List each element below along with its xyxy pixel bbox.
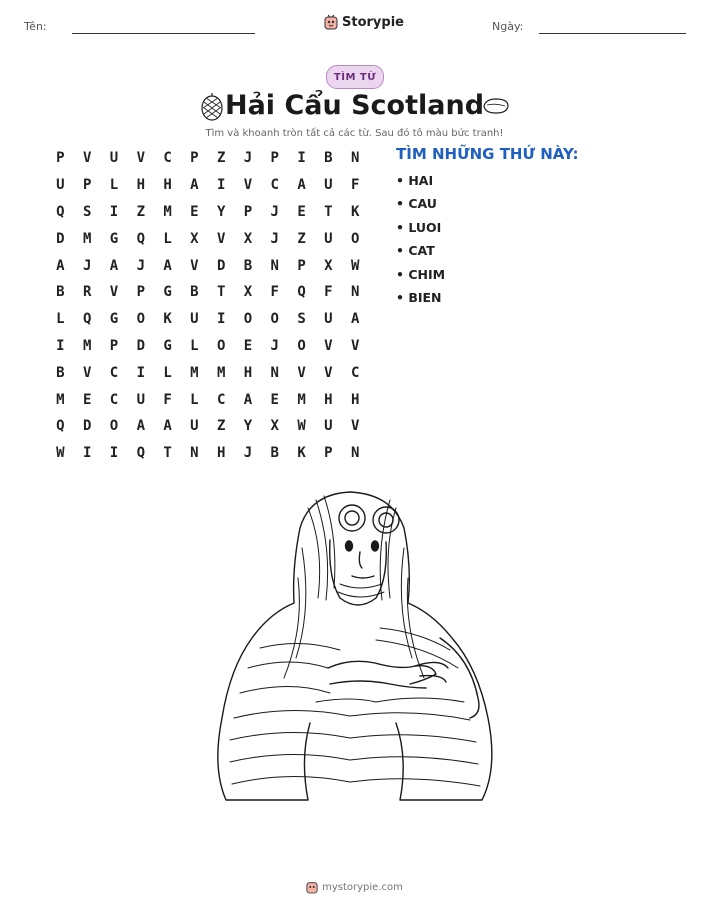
- brand-name: Storypie: [342, 14, 404, 30]
- grid-letter[interactable]: E: [243, 337, 253, 354]
- letter-grid[interactable]: [47, 145, 369, 467]
- grid-letter[interactable]: O: [109, 418, 119, 435]
- word-item: • BIEN: [396, 289, 442, 305]
- word-item: • CHIM: [396, 266, 446, 282]
- grid-letter[interactable]: Y: [216, 203, 226, 220]
- grid-letter[interactable]: J: [243, 445, 253, 462]
- stone-icon: [481, 96, 511, 116]
- grid-letter[interactable]: Z: [216, 150, 226, 167]
- name-label: Tên:: [24, 20, 47, 33]
- grid-letter[interactable]: V: [190, 257, 199, 274]
- grid-letter[interactable]: M: [297, 391, 306, 408]
- grid-letter[interactable]: K: [163, 311, 172, 328]
- grid-letter[interactable]: F: [163, 391, 172, 408]
- grid-letter[interactable]: C: [163, 150, 172, 167]
- grid-letter[interactable]: M: [190, 364, 199, 381]
- date-label: Ngày:: [492, 20, 524, 33]
- grid-letter[interactable]: F: [324, 284, 333, 301]
- grid-letter[interactable]: H: [243, 364, 253, 381]
- grid-letter[interactable]: F: [350, 177, 360, 194]
- grid-letter[interactable]: Q: [56, 418, 65, 435]
- grid-letter[interactable]: L: [190, 391, 199, 408]
- grid-letter[interactable]: V: [216, 230, 226, 247]
- grid-letter[interactable]: P: [297, 257, 306, 274]
- word-item: • HAI: [396, 173, 434, 188]
- grid-letter[interactable]: K: [350, 203, 360, 220]
- word-item: • CAU: [396, 196, 437, 212]
- grid-letter[interactable]: A: [350, 311, 360, 328]
- grid-letter[interactable]: I: [56, 337, 65, 354]
- storypie-logo-icon: [324, 14, 338, 30]
- grid-letter[interactable]: N: [350, 445, 360, 462]
- grid-letter[interactable]: O: [243, 311, 253, 328]
- grid-letter[interactable]: V: [297, 364, 306, 381]
- storypie-logo-icon: [306, 880, 318, 894]
- grid-letter[interactable]: L: [56, 311, 65, 328]
- grid-letter[interactable]: I: [109, 445, 119, 462]
- grid-letter[interactable]: G: [109, 311, 119, 328]
- grid-letter[interactable]: O: [350, 230, 360, 247]
- grid-letter[interactable]: M: [82, 230, 92, 247]
- grid-letter[interactable]: H: [136, 177, 145, 194]
- grid-letter[interactable]: J: [270, 337, 279, 354]
- grid-letter[interactable]: V: [324, 337, 333, 354]
- grid-letter[interactable]: L: [109, 177, 119, 194]
- grid-letter[interactable]: J: [243, 150, 253, 167]
- grid-letter[interactable]: G: [163, 284, 172, 301]
- grid-letter[interactable]: H: [216, 445, 226, 462]
- grid-letter[interactable]: N: [270, 257, 279, 274]
- grid-letter[interactable]: V: [350, 337, 360, 354]
- grid-letter[interactable]: V: [82, 364, 92, 381]
- grid-letter[interactable]: S: [297, 311, 306, 328]
- grid-letter[interactable]: X: [270, 418, 279, 435]
- grid-letter[interactable]: D: [56, 230, 65, 247]
- grid-letter[interactable]: M: [163, 203, 172, 220]
- page-title: [0, 90, 709, 121]
- grid-letter[interactable]: X: [190, 230, 199, 247]
- grid-letter[interactable]: O: [136, 311, 145, 328]
- grid-letter[interactable]: N: [190, 445, 199, 462]
- grid-letter[interactable]: A: [56, 257, 65, 274]
- grid-letter[interactable]: V: [324, 364, 333, 381]
- grid-letter[interactable]: H: [324, 391, 333, 408]
- grid-letter[interactable]: V: [109, 284, 119, 301]
- grid-letter[interactable]: A: [136, 418, 145, 435]
- grid-letter[interactable]: Y: [243, 418, 253, 435]
- grid-letter[interactable]: C: [216, 391, 226, 408]
- grid-letter[interactable]: U: [324, 418, 333, 435]
- grid-letter[interactable]: E: [297, 203, 306, 220]
- grid-letter[interactable]: P: [270, 150, 279, 167]
- name-line[interactable]: [72, 33, 255, 34]
- grid-letter[interactable]: A: [163, 418, 172, 435]
- grid-letter[interactable]: G: [163, 337, 172, 354]
- word-item: • LUOI: [396, 219, 442, 235]
- grid-letter[interactable]: D: [82, 418, 92, 435]
- grid-letter[interactable]: Z: [297, 230, 306, 247]
- grid-letter[interactable]: Q: [56, 203, 65, 220]
- grid-letter[interactable]: X: [243, 230, 253, 247]
- grid-letter[interactable]: B: [56, 284, 65, 301]
- grid-letter[interactable]: N: [270, 364, 279, 381]
- grid-letter[interactable]: K: [297, 445, 306, 462]
- footer: [0, 880, 709, 894]
- grid-letter[interactable]: B: [190, 284, 199, 301]
- grid-letter[interactable]: E: [82, 391, 92, 408]
- grid-letter[interactable]: D: [216, 257, 226, 274]
- grid-letter[interactable]: T: [163, 445, 172, 462]
- grid-letter[interactable]: P: [136, 284, 145, 301]
- grid-letter[interactable]: U: [324, 230, 333, 247]
- grid-letter[interactable]: A: [190, 177, 199, 194]
- grid-letter[interactable]: J: [270, 230, 279, 247]
- grid-letter[interactable]: J: [82, 257, 92, 274]
- grid-letter[interactable]: E: [270, 391, 279, 408]
- grid-letter[interactable]: G: [109, 230, 119, 247]
- grid-letter[interactable]: V: [82, 150, 92, 167]
- grid-letter[interactable]: U: [109, 150, 119, 167]
- grid-letter[interactable]: B: [243, 257, 253, 274]
- grid-letter[interactable]: S: [82, 203, 92, 220]
- grid-letter[interactable]: N: [350, 284, 360, 301]
- grid-letter[interactable]: I: [297, 150, 306, 167]
- grid-letter[interactable]: B: [56, 364, 65, 381]
- grid-letter[interactable]: M: [82, 337, 92, 354]
- grid-letter[interactable]: I: [216, 311, 226, 328]
- grid-letter[interactable]: O: [216, 337, 226, 354]
- grid-letter[interactable]: U: [136, 391, 145, 408]
- grid-letter[interactable]: V: [350, 418, 360, 435]
- grid-letter[interactable]: F: [270, 284, 279, 301]
- grid-letter[interactable]: I: [136, 364, 145, 381]
- grid-letter[interactable]: O: [297, 337, 306, 354]
- grid-letter[interactable]: L: [163, 364, 172, 381]
- grid-letter[interactable]: D: [136, 337, 145, 354]
- grid-letter[interactable]: P: [324, 445, 333, 462]
- grid-letter[interactable]: P: [82, 177, 92, 194]
- grid-letter[interactable]: H: [350, 391, 360, 408]
- grid-letter[interactable]: U: [56, 177, 65, 194]
- grid-letter[interactable]: P: [190, 150, 199, 167]
- grid-letter[interactable]: C: [109, 364, 119, 381]
- brand: [324, 14, 404, 30]
- grid-letter[interactable]: A: [163, 257, 172, 274]
- grid-letter[interactable]: B: [270, 445, 279, 462]
- grid-letter[interactable]: I: [82, 445, 92, 462]
- grid-letter[interactable]: Q: [82, 311, 92, 328]
- grid-letter[interactable]: Q: [136, 230, 145, 247]
- grid-letter[interactable]: M: [216, 364, 226, 381]
- grid-letter[interactable]: A: [243, 391, 253, 408]
- grid-letter[interactable]: J: [136, 257, 145, 274]
- grid-letter[interactable]: Q: [136, 445, 145, 462]
- grid-letter[interactable]: Z: [216, 418, 226, 435]
- grid-letter[interactable]: N: [350, 150, 360, 167]
- grid-letter[interactable]: U: [190, 418, 199, 435]
- grid-letter[interactable]: A: [109, 257, 119, 274]
- footer-url[interactable]: mystorypie.com: [322, 881, 403, 893]
- grid-letter[interactable]: C: [109, 391, 119, 408]
- grid-letter[interactable]: M: [56, 391, 65, 408]
- grid-letter[interactable]: Q: [297, 284, 306, 301]
- grid-letter[interactable]: W: [56, 445, 65, 462]
- grid-letter[interactable]: V: [136, 150, 145, 167]
- word-search-badge: TÌM TỪ: [326, 65, 384, 89]
- grid-letter[interactable]: C: [270, 177, 279, 194]
- grid-letter[interactable]: H: [163, 177, 172, 194]
- date-line[interactable]: [539, 33, 686, 34]
- grid-letter[interactable]: U: [324, 177, 333, 194]
- grid-letter[interactable]: I: [109, 203, 119, 220]
- grid-letter[interactable]: C: [350, 364, 360, 381]
- grid-letter[interactable]: W: [350, 257, 360, 274]
- grid-letter[interactable]: T: [216, 284, 226, 301]
- grid-letter[interactable]: U: [190, 311, 199, 328]
- coloring-illustration[interactable]: [200, 488, 510, 808]
- title-text: Hải Cẩu Scotland: [224, 90, 485, 121]
- grid-letter[interactable]: B: [324, 150, 333, 167]
- grid-letter[interactable]: Z: [136, 203, 145, 220]
- grid-letter[interactable]: A: [297, 177, 306, 194]
- instructions: Tìm và khoanh tròn tất cả các từ. Sau đó tô màu bức tranh!: [205, 128, 504, 139]
- grid-letter[interactable]: L: [190, 337, 199, 354]
- grid-letter[interactable]: X: [324, 257, 333, 274]
- grid-letter[interactable]: E: [190, 203, 199, 220]
- grid-letter[interactable]: W: [297, 418, 306, 435]
- grid-letter[interactable]: X: [243, 284, 253, 301]
- grid-letter[interactable]: V: [243, 177, 253, 194]
- grid-letter[interactable]: P: [243, 203, 253, 220]
- grid-letter[interactable]: T: [324, 203, 333, 220]
- find-heading: TÌM NHỮNG THỨ NÀY:: [396, 145, 579, 163]
- word-list: [396, 172, 445, 312]
- pinecone-icon: [200, 92, 224, 122]
- word-item: • CAT: [396, 243, 435, 259]
- grid-letter[interactable]: R: [82, 284, 92, 301]
- grid-letter[interactable]: I: [216, 177, 226, 194]
- grid-letter[interactable]: L: [163, 230, 172, 247]
- grid-letter[interactable]: O: [270, 311, 279, 328]
- grid-letter[interactable]: J: [270, 203, 279, 220]
- grid-letter[interactable]: U: [324, 311, 333, 328]
- grid-letter[interactable]: P: [109, 337, 119, 354]
- grid-letter[interactable]: P: [56, 150, 65, 167]
